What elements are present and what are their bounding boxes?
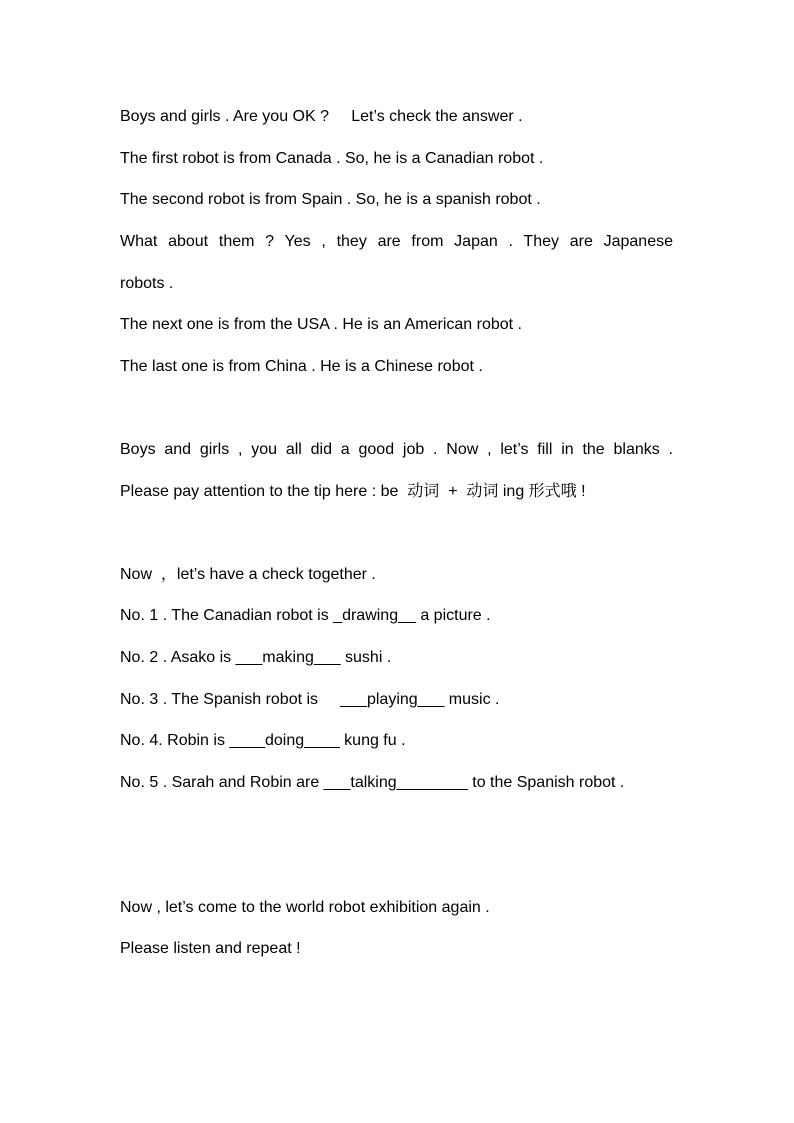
exhibition-line: Now , let’s come to the world robot exhibition again . xyxy=(120,899,490,916)
check-together-line: Now ，let’s have a check together . xyxy=(120,566,376,583)
japan-robot-line-continued: robots . xyxy=(120,275,174,292)
listen-repeat-line: Please listen and repeat ! xyxy=(120,940,301,957)
fill-blanks-intro-line: Boys and girls , you all did a good job . Now , let’s fill in the blanks . xyxy=(120,441,673,458)
grammar-tip-line: Please pay attention to the tip here : be 动词 + 动词 ing 形式哦 ! xyxy=(120,483,586,500)
usa-robot-line: The next one is from the USA . He is an American robot . xyxy=(120,316,522,333)
answer-item-1: No. 1 . The Canadian robot is _drawing__ a picture . xyxy=(120,607,491,624)
answer-item-2: No. 2 . Asako is ___making___ sushi . xyxy=(120,649,392,666)
canada-robot-line: The first robot is from Canada . So, he is a Canadian robot . xyxy=(120,150,544,167)
answer-item-4: No. 4. Robin is ____doing____ kung fu . xyxy=(120,732,406,749)
answer-item-5: No. 5 . Sarah and Robin are ___talking________ to the Spanish robot . xyxy=(120,774,625,791)
spain-robot-line: The second robot is from Spain . So, he is a spanish robot . xyxy=(120,191,541,208)
answer-intro-line: Boys and girls . Are you OK ? Let’s check the answer . xyxy=(120,108,523,125)
japan-robot-line: What about them ? Yes , they are from Japan . They are Japanese xyxy=(120,233,673,250)
china-robot-line: The last one is from China . He is a Chinese robot . xyxy=(120,358,483,375)
answer-item-3: No. 3 . The Spanish robot is ___playing___ music . xyxy=(120,691,500,708)
